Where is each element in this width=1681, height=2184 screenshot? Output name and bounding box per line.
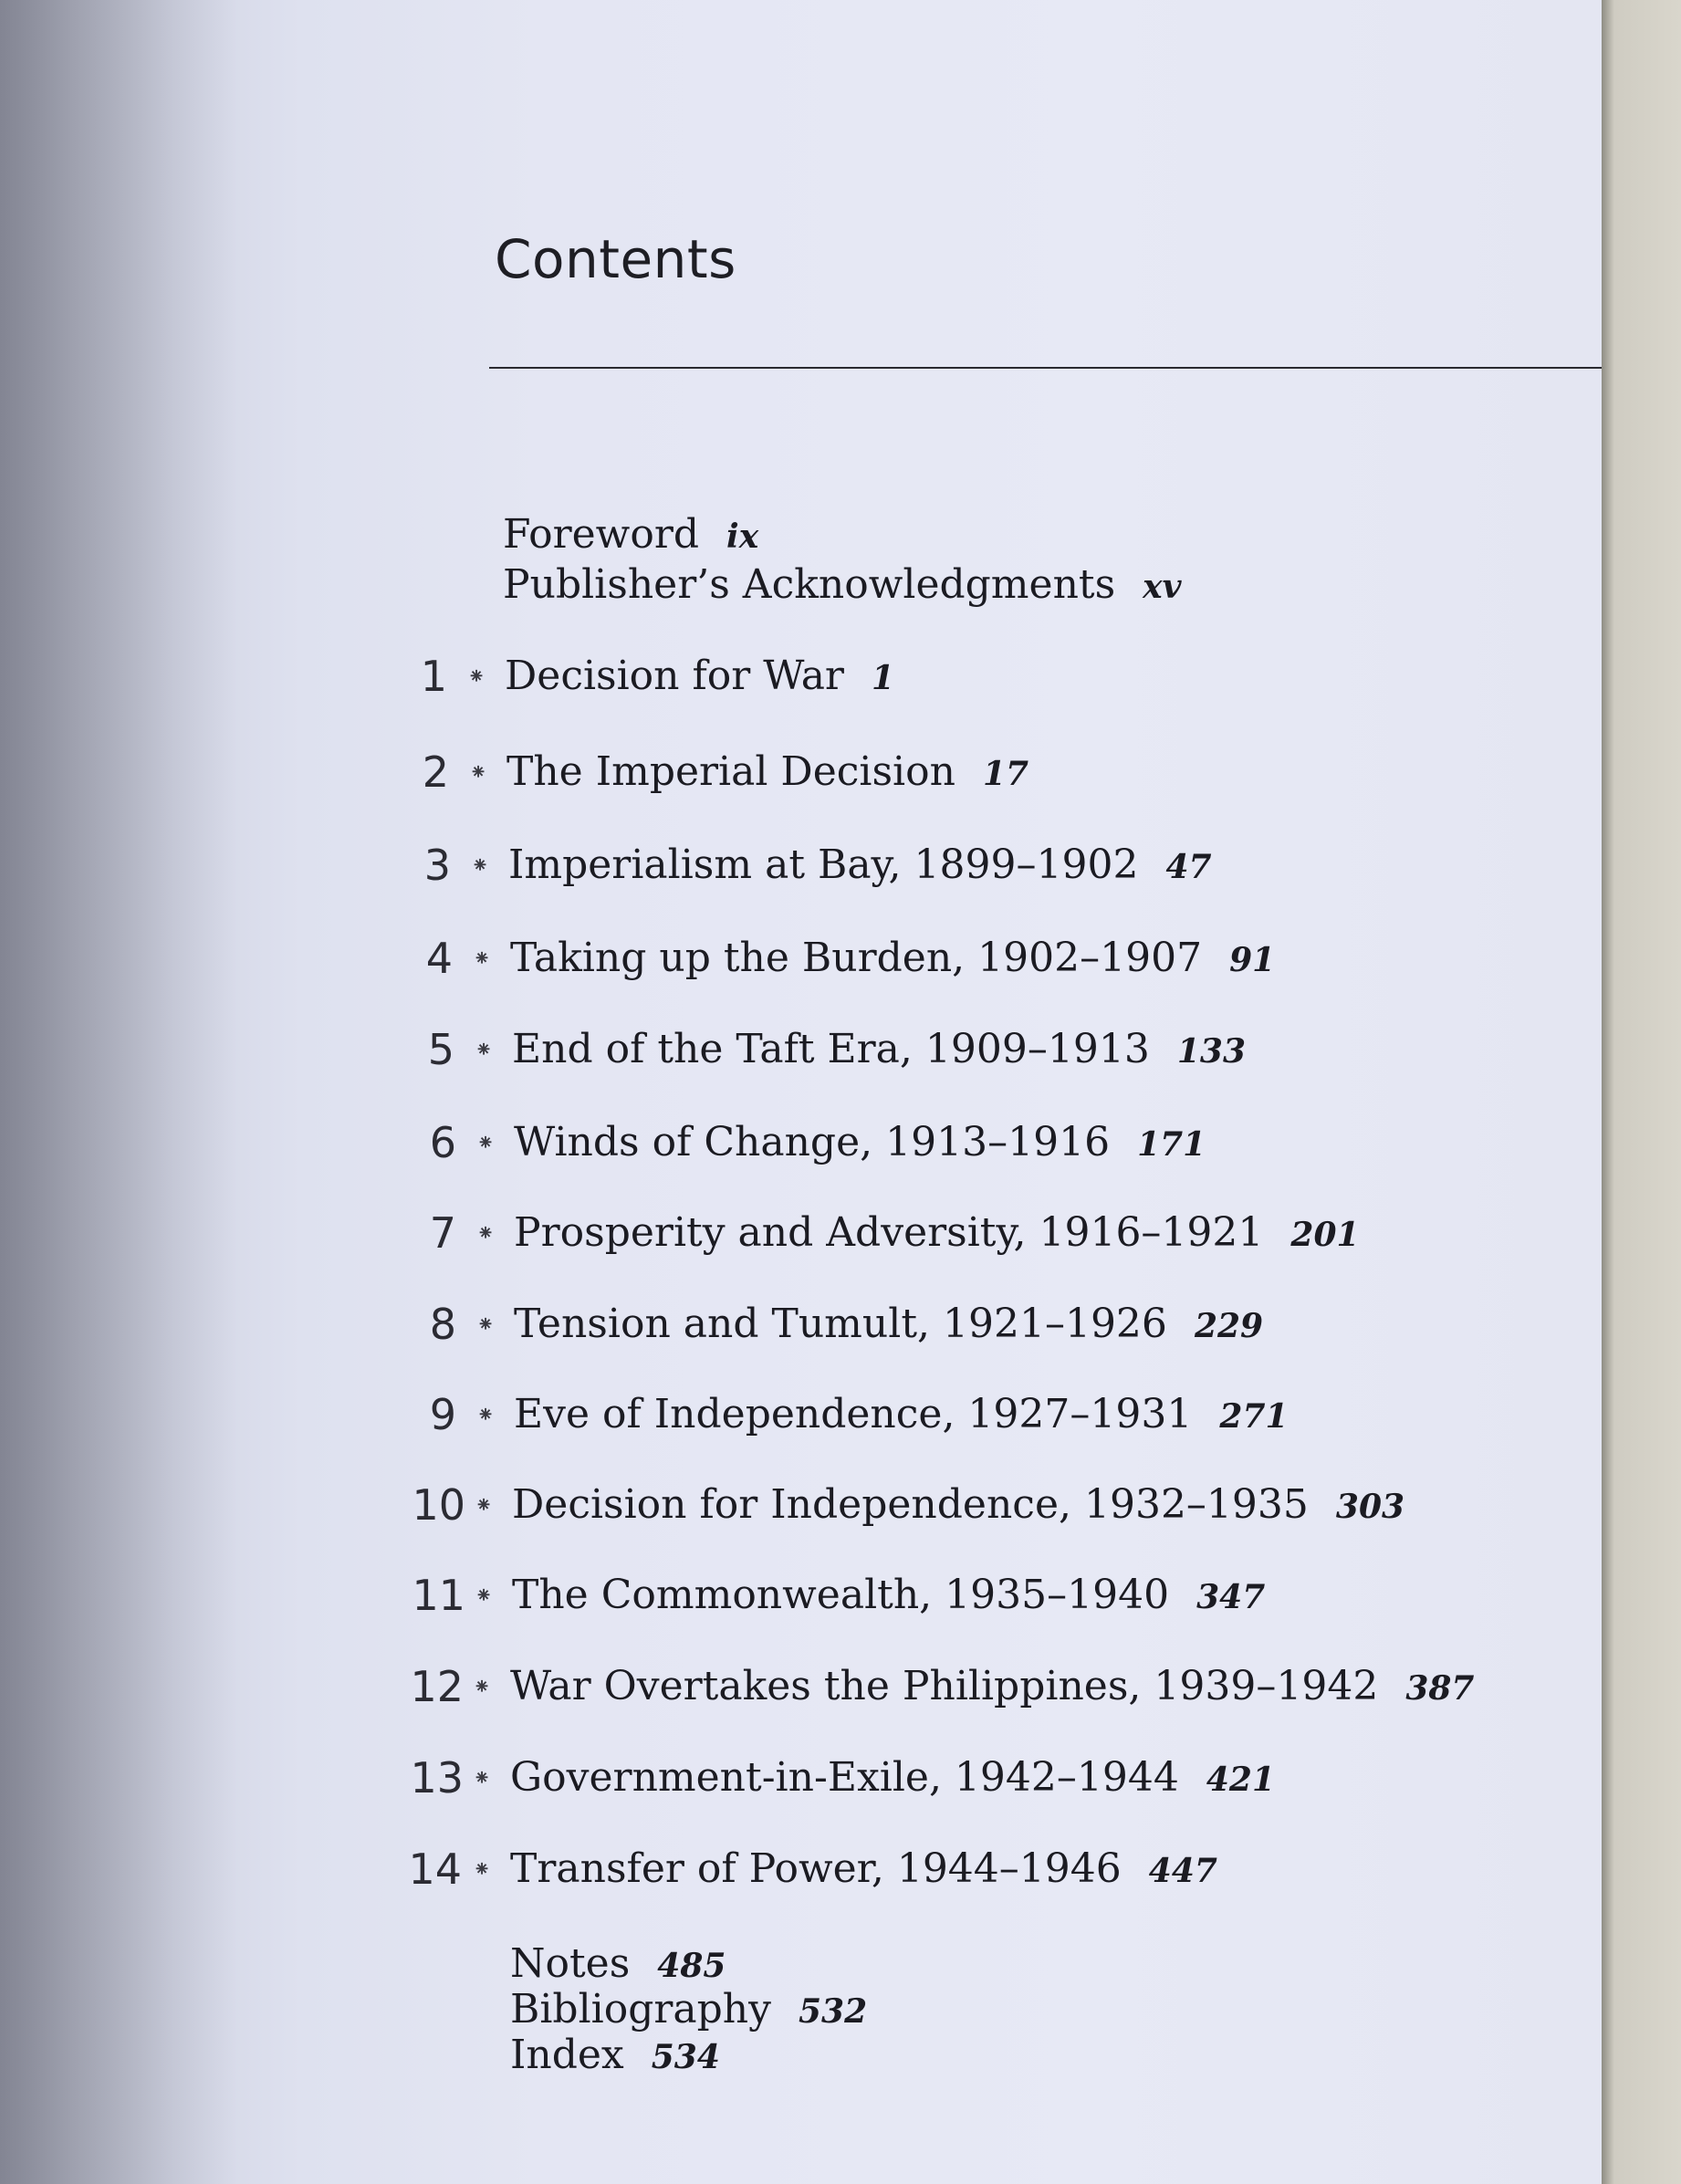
toc-entry-title: Prosperity and Adversity, 1916–1921 [514,1209,1264,1256]
toc-entry-title: Index [510,2032,624,2078]
toc-entry-title: Transfer of Power, 1944–1946 [510,1845,1122,1892]
toc-entry-page: xv [1143,568,1182,606]
ornament-icon: ⁕ [476,1130,496,1155]
ornament-icon: ⁕ [469,759,488,785]
toc-entry-page: 532 [799,1992,868,2031]
chapter-number: 10 [412,1480,465,1530]
ornament-icon: ⁕ [471,852,490,878]
heading-rule [489,367,1602,369]
ornament-icon: ⁕ [473,1674,492,1699]
toc-entry-chapter-1 [505,651,894,704]
toc-entry-title: The Commonwealth, 1935–1940 [512,1572,1170,1618]
toc-entry-page: 229 [1194,1307,1264,1345]
toc-entry-title: Taking up the Burden, 1902–1907 [510,935,1203,981]
toc-entry-chapter-7 [514,1207,1360,1260]
toc-entry-title: Eve of Independence, 1927–1931 [514,1391,1193,1437]
toc-entry-page: 387 [1405,1669,1475,1708]
toc-entry-chapter-6 [514,1117,1206,1170]
chapter-number: 9 [429,1390,456,1439]
toc-entry-title: Foreword [503,511,700,558]
toc-entry-page: 1 [871,659,895,697]
chapter-number: 3 [423,841,451,890]
toc-entry-title: End of the Taft Era, 1909–1913 [512,1026,1150,1072]
chapter-number: 7 [429,1208,456,1258]
toc-entry-chapter-3 [508,840,1212,893]
toc-entry-title: War Overtakes the Philippines, 1939–1942 [510,1663,1379,1709]
ornament-icon: ⁕ [473,1856,492,1882]
toc-entry-title: Publisher’s Acknowledgments [503,561,1116,608]
toc-entry-page: 47 [1165,848,1212,886]
ornament-icon: ⁕ [476,1311,496,1337]
chapter-number: 14 [408,1844,462,1894]
ornament-icon: ⁕ [475,1037,494,1062]
toc-entry-title: Decision for War [505,653,844,699]
toc-entry-chapter-8 [514,1299,1263,1352]
next-page-edge [1602,0,1681,2184]
toc-entry-page: 347 [1196,1578,1266,1616]
toc-entry-chapter-4 [510,933,1275,986]
ornament-icon: ⁕ [476,1220,496,1246]
toc-entry-title: Government-in-Exile, 1942–1944 [510,1754,1179,1801]
toc-entry-acknowledgments [503,559,1182,612]
chapter-number: 6 [429,1118,456,1167]
toc-entry-chapter-12 [510,1661,1474,1714]
toc-entry-title: Notes [510,1940,631,1987]
toc-entry-title: Decision for Independence, 1932–1935 [512,1481,1309,1528]
toc-entry-page: 303 [1335,1488,1405,1526]
chapter-number: 1 [420,652,447,701]
chapter-number: 4 [425,934,453,983]
toc-entry-page: 534 [651,2038,720,2076]
toc-entry-page: 133 [1176,1032,1246,1071]
chapter-number: 13 [410,1753,464,1803]
page-title: Contents [495,228,736,290]
chapter-number: 2 [422,747,449,797]
toc-entry-foreword [503,509,758,562]
ornament-icon: ⁕ [473,1765,492,1791]
toc-entry-page: 171 [1137,1125,1206,1164]
toc-entry-chapter-13 [510,1752,1275,1805]
toc-entry-page: 201 [1290,1216,1360,1254]
toc-entry-chapter-11 [512,1570,1265,1623]
toc-entry-page: 91 [1229,941,1276,979]
toc-entry-title: The Imperial Decision [506,748,955,795]
toc-entry-chapter-14 [510,1844,1217,1897]
toc-entry-page: 271 [1219,1397,1289,1436]
toc-entry-title: Winds of Change, 1913–1916 [514,1119,1111,1165]
ornament-icon: ⁕ [475,1492,494,1518]
ornament-icon: ⁕ [476,1402,496,1427]
toc-entry-title: Bibliography [510,1986,771,2032]
chapter-number: 5 [427,1025,454,1074]
toc-entry-chapter-2 [506,747,1028,799]
toc-entry-chapter-10 [512,1479,1404,1532]
toc-entry-chapter-5 [512,1024,1246,1077]
toc-entry-page: 485 [657,1947,726,1985]
toc-entry-title: Tension and Tumult, 1921–1926 [514,1301,1167,1347]
toc-entry-chapter-9 [514,1389,1289,1442]
toc-entry-index [510,2030,720,2083]
toc-entry-page: 17 [982,755,1029,793]
ornament-icon: ⁕ [473,946,492,971]
spine-shadow [0,0,237,2184]
toc-entry-page: 421 [1206,1761,1276,1799]
chapter-number: 8 [429,1300,456,1349]
toc-entry-page: 447 [1148,1852,1217,1890]
chapter-number: 11 [412,1571,465,1620]
chapter-number: 12 [410,1662,464,1711]
ornament-icon: ⁕ [467,664,486,689]
toc-entry-title: Imperialism at Bay, 1899–1902 [508,841,1139,888]
toc-entry-page: ix [726,517,759,556]
ornament-icon: ⁕ [475,1583,494,1608]
